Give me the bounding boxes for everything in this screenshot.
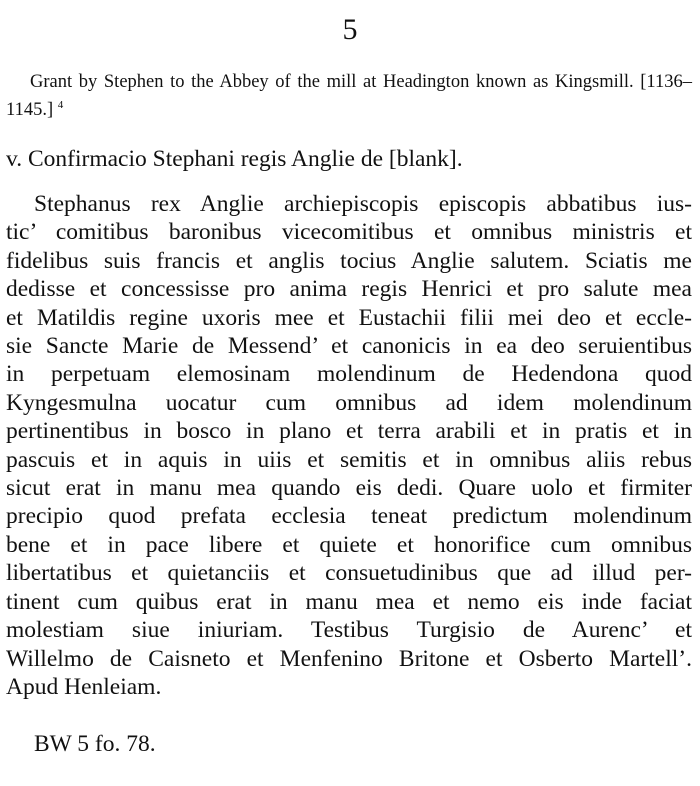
text-line: bene et in pace libere et quiete et honorifice cum omnibus	[6, 531, 692, 558]
text-line: molestiam siue iniuriam. Testibus Turgisio de Aurenc’ et	[6, 617, 692, 644]
text-line: sicut erat in manu mea quando eis dedi. Quare uolo et firmiter	[6, 475, 692, 502]
charter-number: 5	[342, 13, 358, 46]
text-line: et Matildis regine uxoris mee et Eustachii filii mei deo et eccle-	[6, 304, 692, 331]
text-line: in perpetuam elemosinam molendinum de Hedendona quod	[6, 361, 692, 388]
source-reference: BW 5 fo. 78.	[34, 731, 156, 757]
text-line: pertinentibus in bosco in plano et terra arabili et in pratis et in	[6, 418, 692, 445]
text-line: Willelmo de Caisneto et Menfenino Britone et Osberto Martell’.	[6, 645, 692, 672]
text-line: Kyngesmulna uocatur cum omnibus ad idem molendinum	[6, 389, 692, 416]
text-line: pascuis et in aquis in uiis et semitis et in omnibus aliis rebus	[6, 446, 692, 473]
text-line: dedisse et concessisse pro anima regis Henrici et pro salute mea	[6, 276, 692, 303]
text-line: fidelibus suis francis et anglis tocius Anglie salutem. Sciatis me	[6, 247, 692, 274]
text-line: libertatibus et quietanciis et consuetudinibus que ad illud per-	[6, 560, 692, 587]
charter-summary	[6, 71, 692, 122]
text-line: precipio quod prefata ecclesia teneat predictum molendinum	[6, 503, 692, 530]
text-line: tinent cum quibus erat in manu mea et nemo eis inde faciat	[6, 588, 692, 615]
text-line: sie Sancte Marie de Messend’ et canonicis in ea deo seruientibus	[6, 333, 692, 360]
text-line: Apud Henleiam.	[6, 673, 162, 700]
charter-heading: v. Confirmacio Stephani regis Anglie de [blank].	[6, 146, 463, 172]
summary-text: Grant by Stephen to the Abbey of the mill at Headington known as Kingsmill. [1136–1145.]	[6, 72, 692, 121]
text-line: tic’ comitibus baronibus vicecomitibus et omnibus ministris et	[6, 219, 692, 246]
footnote-marker: 4	[57, 99, 64, 111]
text-line: Stephanus rex Anglie archiepiscopis episcopis abbatibus ius-	[34, 191, 692, 217]
charter-text	[6, 190, 692, 701]
